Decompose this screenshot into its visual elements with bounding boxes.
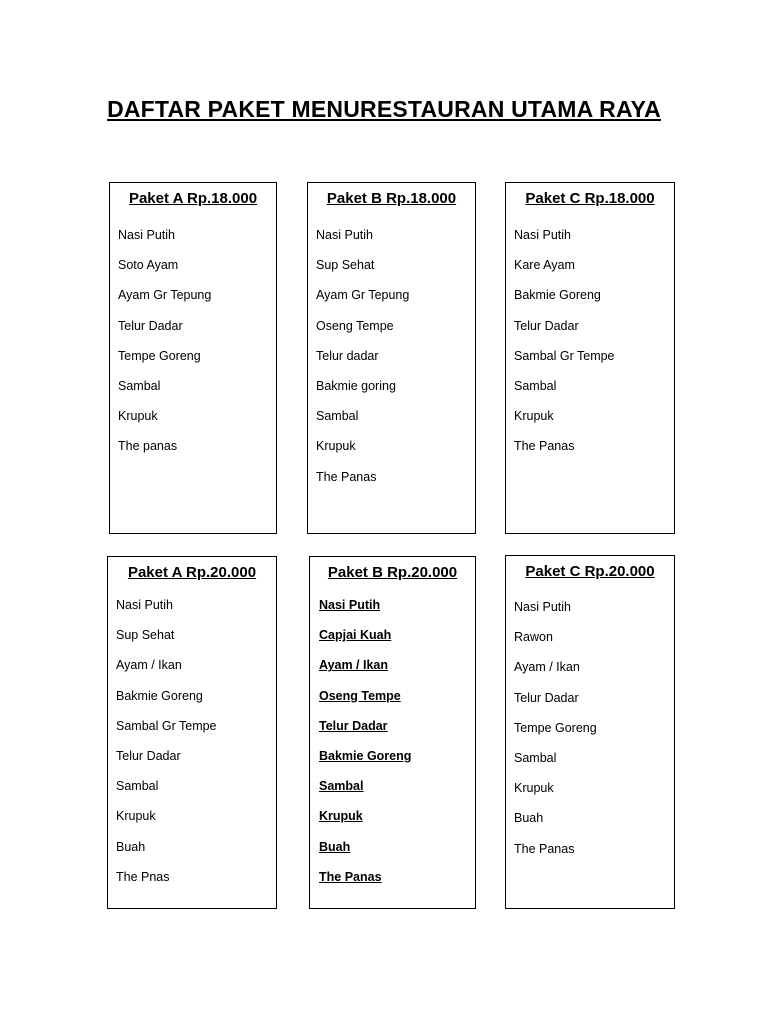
package-title: Paket A Rp.18.000: [128, 190, 258, 207]
menu-item: Telur Dadar: [514, 690, 579, 705]
package-title: Paket C Rp.20.000: [525, 563, 655, 580]
menu-item: Nasi Putih: [316, 228, 373, 242]
menu-item: Buah: [514, 811, 544, 826]
menu-item: Oseng Tempe: [319, 688, 401, 703]
menu-item: The Panas: [319, 869, 382, 884]
menu-item: Oseng Tempe: [316, 318, 394, 333]
menu-item: Telur Dadar: [118, 318, 183, 333]
package-card-b-20000: [309, 556, 476, 909]
menu-item: Bakmie Goreng: [514, 288, 601, 303]
menu-item: Nasi Putih: [514, 600, 571, 614]
menu-item: Sambal: [118, 378, 161, 393]
menu-item: Rawon: [514, 630, 553, 645]
menu-item: Sambal: [514, 750, 557, 765]
menu-item: Krupuk: [118, 409, 158, 424]
menu-item: Sambal Gr Tempe: [116, 718, 217, 733]
menu-item: Telur dadar: [316, 348, 379, 363]
menu-item: Krupuk: [514, 409, 554, 424]
package-card-a-20000: [107, 556, 277, 909]
menu-item: Nasi Putih: [118, 228, 175, 242]
package-card-c-18000: [505, 182, 675, 534]
menu-list: [514, 227, 615, 469]
menu-item: Sambal: [319, 779, 364, 794]
menu-item: Sup Sehat: [316, 258, 375, 273]
menu-item: Nasi Putih: [116, 598, 173, 612]
menu-item: Sambal Gr Tempe: [514, 348, 615, 363]
menu-item: Telur Dadar: [319, 718, 388, 733]
menu-item: The Pnas: [116, 869, 170, 884]
menu-item: Bakmie Goreng: [116, 688, 203, 703]
menu-list: [118, 227, 211, 469]
menu-list: [316, 227, 409, 499]
menu-item: The Panas: [514, 841, 575, 856]
menu-item: Ayam Gr Tepung: [316, 288, 410, 303]
menu-item: Krupuk: [116, 809, 156, 824]
menu-item: Nasi Putih: [514, 228, 571, 242]
menu-item: Sup Sehat: [116, 628, 175, 643]
menu-item: Bakmie goring: [316, 378, 396, 393]
package-card-a-18000: [109, 182, 277, 534]
menu-item: Kare Ayam: [514, 258, 575, 273]
menu-item: Ayam / Ikan: [319, 658, 389, 673]
menu-item: Tempe Goreng: [514, 720, 597, 735]
package-title: Paket C Rp.18.000: [525, 190, 655, 207]
menu-item: Nasi Putih: [319, 598, 381, 612]
menu-item: Soto Ayam: [118, 258, 179, 273]
menu-item: Sambal: [116, 779, 159, 794]
menu-item: The panas: [118, 439, 178, 454]
package-title: Paket B Rp.18.000: [326, 190, 457, 207]
menu-item: Bakmie Goreng: [319, 748, 412, 763]
menu-item: Ayam Gr Tepung: [118, 288, 212, 303]
menu-item: Telur Dadar: [116, 748, 181, 763]
menu-item: Sambal: [514, 378, 557, 393]
menu-list: [514, 599, 597, 871]
menu-item: Buah: [116, 839, 146, 854]
menu-item: Krupuk: [514, 781, 554, 796]
menu-item: Capjai Kuah: [319, 628, 392, 643]
menu-list: [116, 597, 217, 899]
package-card-b-18000: [307, 182, 476, 534]
page-title: DAFTAR PAKET MENURESTAURAN UTAMA RAYA: [107, 96, 661, 122]
menu-item: Krupuk: [319, 809, 363, 824]
menu-item: Ayam / Ikan: [116, 658, 182, 673]
menu-item: Tempe Goreng: [118, 348, 201, 363]
package-card-c-20000: [505, 555, 675, 909]
menu-list: [319, 597, 411, 899]
menu-item: The Panas: [316, 469, 377, 484]
menu-item: Krupuk: [316, 439, 356, 454]
menu-item: The Panas: [514, 439, 575, 454]
package-title: Paket B Rp.20.000: [327, 564, 458, 581]
package-title: Paket A Rp.20.000: [127, 564, 257, 581]
menu-item: Ayam / Ikan: [514, 660, 580, 675]
menu-item: Buah: [319, 839, 351, 854]
menu-item: Sambal: [316, 409, 359, 424]
menu-item: Telur Dadar: [514, 318, 579, 333]
